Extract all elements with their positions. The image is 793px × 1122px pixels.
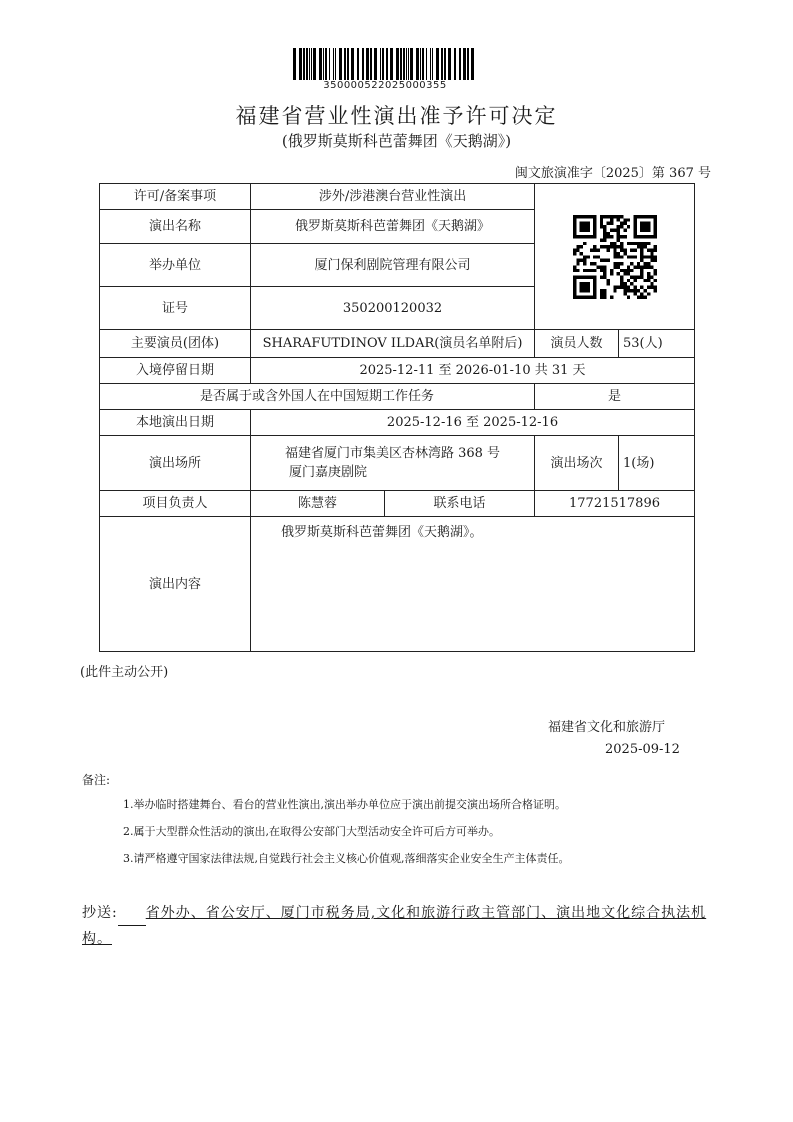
- organizer-label: 举办单位: [100, 244, 251, 287]
- public-disclosure-note: (此件主动公开): [80, 665, 169, 680]
- barcode-number: 350000522025000355: [323, 80, 447, 91]
- qr-code: [573, 215, 657, 299]
- permit-type-label: 许可/备案事项: [100, 184, 251, 210]
- cc-label: 抄送:: [82, 905, 118, 921]
- manager-value: 陈慧蓉: [251, 491, 385, 517]
- performers-label: 主要演员(团体): [100, 330, 251, 358]
- license-value: 350200120032: [251, 287, 535, 330]
- content-value: 俄罗斯莫斯科芭蕾舞团《天鹅湖》。: [251, 517, 695, 652]
- sessions-label: 演出场次: [535, 436, 619, 491]
- sessions-value: 1(场): [619, 436, 695, 491]
- performer-count-label: 演员人数: [535, 330, 619, 358]
- barcode: [293, 48, 477, 80]
- issuing-authority: 福建省文化和旅游厅: [548, 720, 666, 735]
- manager-label: 项目负责人: [100, 491, 251, 517]
- notes-label: 备注:: [82, 773, 111, 787]
- local-dates-label: 本地演出日期: [100, 410, 251, 436]
- permit-table: [99, 183, 695, 652]
- show-name-value: 俄罗斯莫斯科芭蕾舞团《天鹅湖》: [251, 210, 535, 244]
- document-title: 福建省营业性演出准予许可决定: [235, 104, 558, 128]
- note-item: 3.请严格遵守国家法律法规,自觉践行社会主义核心价值观,落细落实企业安全生产主体责任。: [123, 852, 570, 865]
- local-dates-value: 2025-12-16 至 2025-12-16: [251, 410, 695, 436]
- note-item: 2.属于大型群众性活动的演出,在取得公安部门大型活动安全许可后方可举办。: [123, 825, 500, 838]
- venue-label: 演出场所: [100, 436, 251, 491]
- performer-count-value: 53(人): [619, 330, 695, 358]
- license-label: 证号: [100, 287, 251, 330]
- permit-type-value: 涉外/涉港澳台营业性演出: [251, 184, 535, 210]
- issue-date: 2025-09-12: [605, 742, 680, 757]
- organizer-value: 厦门保利剧院管理有限公司: [251, 244, 535, 287]
- note-item: 1.举办临时搭建舞台、看台的营业性演出,演出举办单位应于演出前提交演出场所合格证明。: [123, 798, 566, 811]
- stay-dates-value: 2025-12-11 至 2026-01-10 共 31 天: [251, 358, 695, 384]
- venue-name: 厦门嘉庚剧院: [289, 465, 368, 480]
- cc-recipients: 省外办、省公安厅、厦门市税务局,文化和旅游行政主管部门、演出地文化综合执法机构。: [82, 905, 707, 947]
- document-number: 闽文旅演准字〔2025〕第 367 号: [514, 166, 711, 181]
- content-label: 演出内容: [100, 517, 251, 652]
- foreign-work-value: 是: [535, 384, 695, 410]
- performers-value: SHARAFUTDINOV ILDAR(演员名单附后): [251, 330, 535, 358]
- stay-dates-label: 入境停留日期: [100, 358, 251, 384]
- document-subtitle: (俄罗斯莫斯科芭蕾舞团《天鹅湖》): [281, 132, 512, 150]
- phone-value: 17721517896: [535, 491, 695, 517]
- phone-label: 联系电话: [385, 491, 535, 517]
- venue-address: 福建省厦门市集美区杏林湾路 368 号: [284, 446, 501, 461]
- show-name-label: 演出名称: [100, 210, 251, 244]
- venue-value: [251, 436, 535, 491]
- qr-code-cell: [535, 184, 695, 330]
- foreign-work-label: 是否属于或含外国人在中国短期工作任务: [100, 384, 535, 410]
- cc-line: [82, 900, 714, 952]
